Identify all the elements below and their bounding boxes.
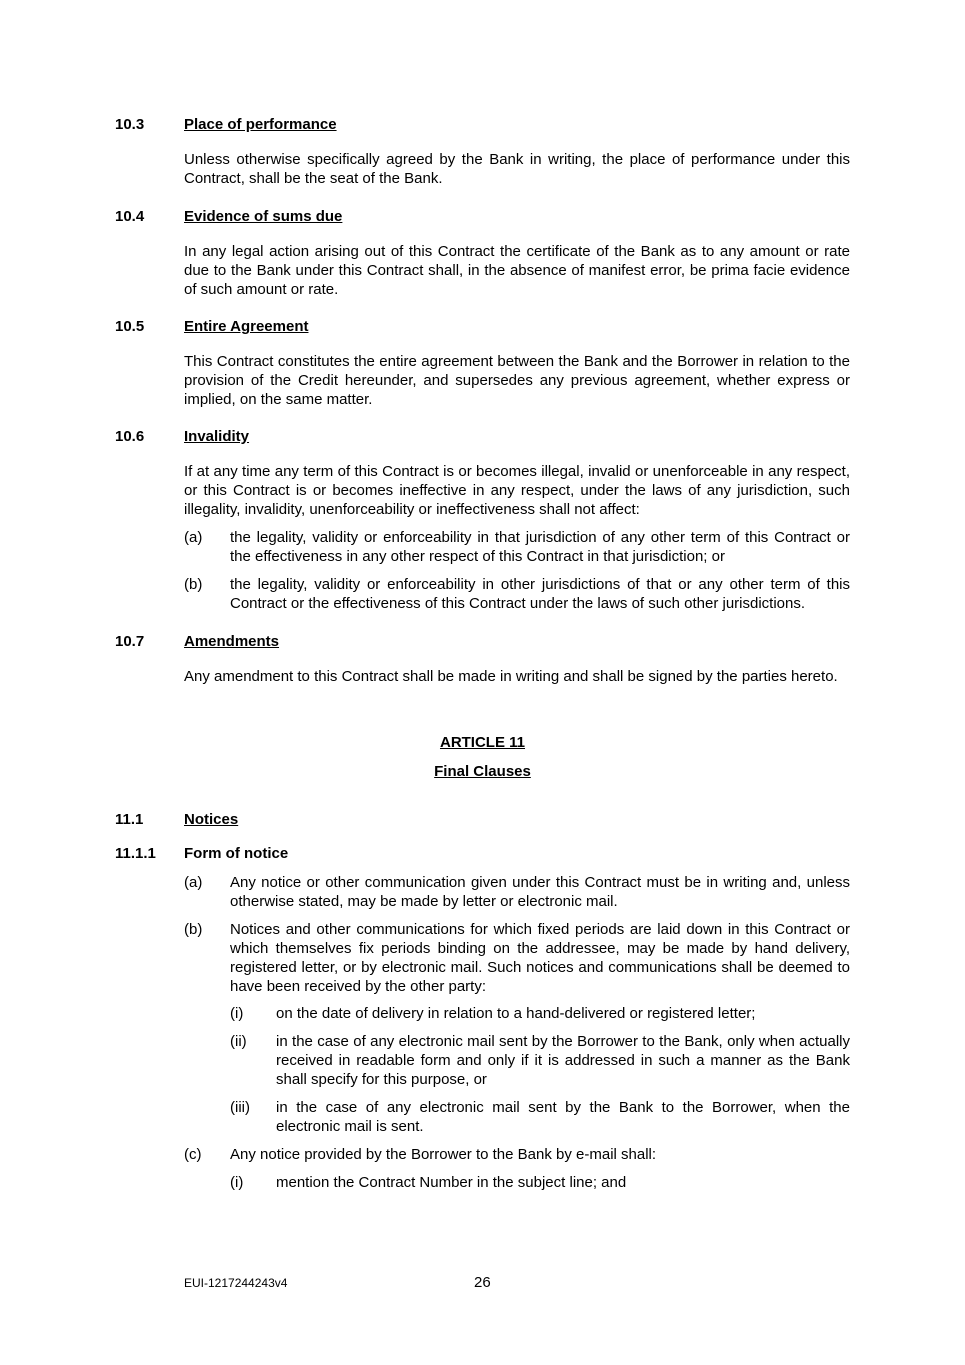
clause-number: 10.7 (115, 633, 145, 650)
clause-number: 10.4 (115, 208, 145, 225)
item-label: (a) (184, 874, 203, 891)
clause-number: 10.6 (115, 428, 145, 445)
clause-heading: Amendments (184, 633, 280, 650)
clause-text: This Contract constitutes the entire agreement between the Bank and the Borrower in relation to the provision of the Credit hereunder, and supersedes any previous agreement, whether express or implied, on the same matter. (184, 353, 850, 408)
item-text: Notices and other communications for which fixed periods are laid down in this Contract or which themselves fix periods binding on the addressee, may be made by hand delivery, registered letter, or by electronic mail. Such notices and communications shall be deemed to have been received by the other party: (230, 921, 850, 995)
item-text: the legality, validity or enforceability in that jurisdiction of any other term of this Contract or the effectiveness in any other respect of this Contract in that jurisdiction; or (230, 529, 850, 565)
clause-number: 11.1.1 (115, 845, 156, 862)
clause-text: Unless otherwise specifically agreed by the Bank in writing, the place of performance under this Contract, shall be the seat of the Bank. (184, 151, 850, 187)
subitem-text: in the case of any electronic mail sent by the Bank to the Borrower, when the electronic mail is sent. (276, 1099, 850, 1135)
item-label: (c) (184, 1146, 202, 1163)
subitem-label: (ii) (230, 1033, 247, 1050)
clause-heading: Form of notice (184, 845, 289, 862)
clause-heading: Notices (184, 811, 239, 828)
subitem-label: (iii) (230, 1099, 250, 1116)
clause-text: If at any time any term of this Contract is or becomes illegal, invalid or unenforceable in any respect, or this Contract is or becomes ineffective in any respect, under the laws of any jurisdiction, such illegality, invalidity, unenforceability or ineffectiveness shall not affect: (184, 463, 850, 518)
article-title: ARTICLE 11 (439, 734, 526, 751)
subitem-text: in the case of any electronic mail sent by the Borrower to the Bank, only when actually received in readable form and only if it is addressed in such a manner as the Bank shall specify for this purpose, or (276, 1033, 850, 1088)
clause-text: In any legal action arising out of this Contract the certificate of the Bank as to any amount or rate due to the Bank under this Contract shall, in the absence of manifest error, be prima facie evidence of such amount or rate. (184, 243, 850, 298)
clause-number: 10.5 (115, 318, 145, 335)
item-label: (a) (184, 529, 203, 546)
subitem-label: (i) (230, 1005, 244, 1022)
item-text: the legality, validity or enforceability in other jurisdictions of that or any other term of this Contract or the effectiveness of this Contract under the laws of such other jurisdictions. (230, 576, 850, 612)
item-text: Any notice provided by the Borrower to the Bank by e-mail shall: (230, 1146, 657, 1163)
clause-heading: Evidence of sums due (184, 208, 343, 225)
item-label: (b) (184, 576, 203, 593)
clause-number: 11.1 (115, 811, 144, 828)
clause-heading: Place of performance (184, 116, 337, 133)
item-text: Any notice or other communication given under this Contract must be in writing and, unless otherwise stated, may be made by letter or electronic mail. (230, 874, 850, 910)
subitem-text: mention the Contract Number in the subject line; and (276, 1174, 627, 1191)
article-subtitle: Final Clauses (434, 763, 531, 780)
clause-heading: Entire Agreement (184, 318, 309, 335)
item-label: (b) (184, 921, 203, 938)
subitem-label: (i) (230, 1174, 244, 1191)
subitem-text: on the date of delivery in relation to a hand-delivered or registered letter; (276, 1005, 756, 1022)
page-number: 26 (474, 1274, 491, 1291)
document-reference: EUI-1217244243v4 (184, 1276, 288, 1290)
clause-number: 10.3 (115, 116, 145, 133)
clause-text: Any amendment to this Contract shall be made in writing and shall be signed by the parties hereto. (184, 668, 838, 685)
clause-heading: Invalidity (184, 428, 250, 445)
